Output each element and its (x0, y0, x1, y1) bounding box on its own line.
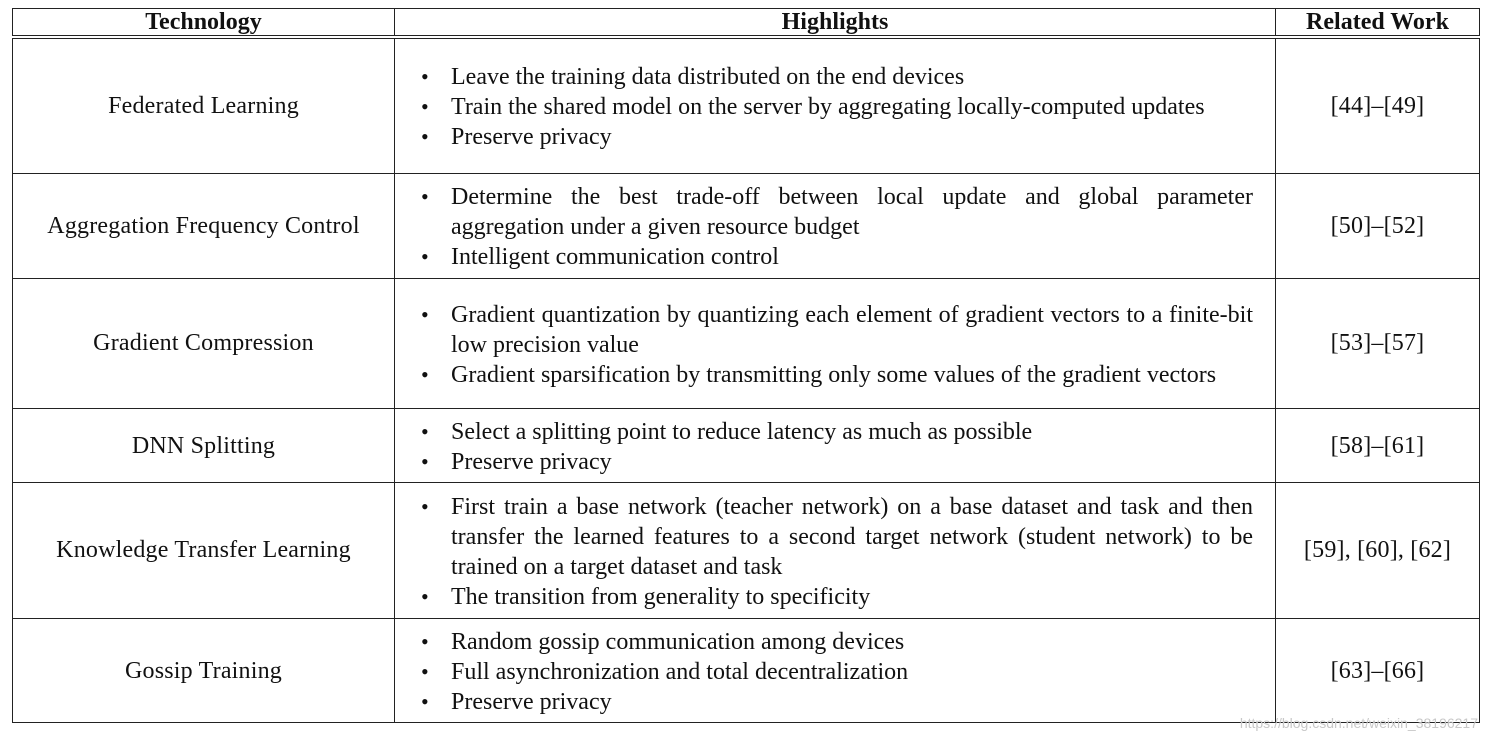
related-work-cell: [63]–[66] (1276, 619, 1480, 723)
header-related-work: Related Work (1276, 9, 1480, 36)
highlights-list (451, 492, 1253, 612)
highlight-item: • Determine the best trade-off between local update and global parameter aggregation under a given resource budget (451, 182, 1253, 242)
highlight-item: • Intelligent communication control (451, 242, 1253, 272)
related-work-cell: [59], [60], [62] (1276, 483, 1480, 618)
highlight-item: • Full asynchronization and total decentralization (451, 657, 1253, 687)
table-row (12, 279, 1480, 409)
header-technology: Technology (12, 9, 395, 36)
highlights-list (451, 627, 1253, 717)
related-work-cell: [44]–[49] (1276, 39, 1480, 173)
table-row (12, 619, 1480, 723)
highlight-item: • Gradient sparsification by transmitting only some values of the gradient vectors (451, 360, 1253, 390)
table-row (12, 174, 1480, 279)
table-row (12, 39, 1480, 174)
technology-cell: Aggregation Frequency Control (12, 174, 395, 278)
related-work-cell: [53]–[57] (1276, 279, 1480, 408)
related-work-cell: [58]–[61] (1276, 409, 1480, 483)
table-body (12, 39, 1480, 723)
technology-cell: Knowledge Transfer Learning (12, 483, 395, 618)
technology-cell: Gossip Training (12, 619, 395, 723)
highlights-list (451, 300, 1253, 390)
highlights-cell (395, 174, 1276, 278)
technology-cell: Federated Learning (12, 39, 395, 173)
highlights-cell (395, 619, 1276, 723)
technology-cell: Gradient Compression (12, 279, 395, 408)
highlight-item: • Preserve privacy (451, 122, 1253, 152)
highlight-item: • Gradient quantization by quantizing each element of gradient vectors to a finite-bit low precision value (451, 300, 1253, 360)
table-row (12, 409, 1480, 483)
highlights-cell (395, 279, 1276, 408)
highlights-list (451, 62, 1253, 152)
highlight-item: • First train a base network (teacher network) on a base dataset and task and then transfer the learned features to a second target network (student network) to be trained on a target dataset and task (451, 492, 1253, 582)
technology-cell: DNN Splitting (12, 409, 395, 483)
table-header-row (12, 8, 1480, 39)
highlights-cell (395, 409, 1276, 483)
highlight-item: • Preserve privacy (451, 687, 1253, 717)
technology-table (12, 8, 1480, 723)
highlights-cell (395, 483, 1276, 618)
table-row (12, 483, 1480, 619)
highlights-list (451, 417, 1253, 477)
highlight-item: • Leave the training data distributed on the end devices (451, 62, 1253, 92)
highlights-cell (395, 39, 1276, 173)
highlight-item: • Preserve privacy (451, 447, 1253, 477)
highlight-item: • Random gossip communication among devices (451, 627, 1253, 657)
highlight-item: • Train the shared model on the server by aggregating locally-computed updates (451, 92, 1253, 122)
highlight-item: • The transition from generality to specificity (451, 582, 1253, 612)
watermark: https://blog.csdn.net/weixin_38196217 (1239, 715, 1478, 731)
related-work-cell: [50]–[52] (1276, 174, 1480, 278)
highlights-list (451, 182, 1253, 272)
highlight-item: • Select a splitting point to reduce latency as much as possible (451, 417, 1253, 447)
header-highlights: Highlights (395, 9, 1276, 36)
